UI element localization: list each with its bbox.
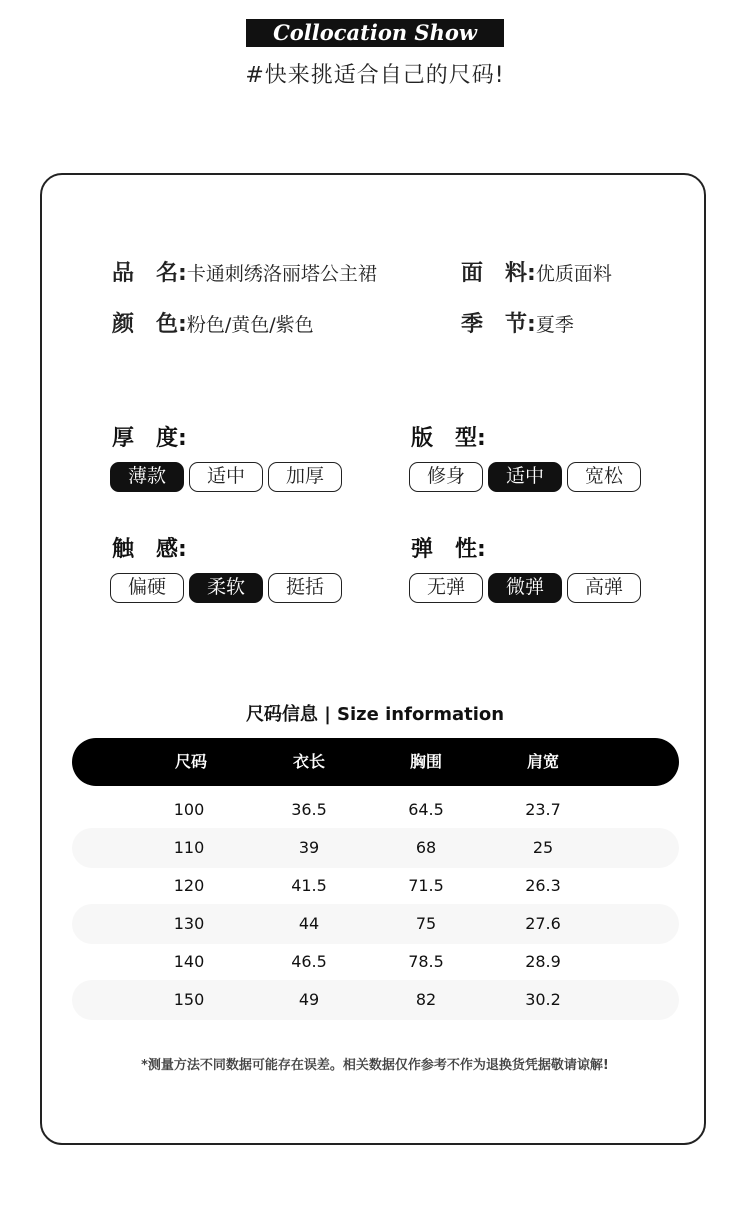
table-row — [72, 866, 679, 906]
fit-options — [409, 462, 641, 492]
info-name — [112, 256, 377, 287]
feel-option: 柔软 — [189, 573, 263, 603]
header-shoulder: 肩宽 — [526, 752, 560, 771]
cell-shoulder: 28.9 — [525, 952, 561, 971]
cell-bust: 82 — [415, 990, 437, 1009]
elastic-options — [409, 573, 641, 603]
cell-bust: 64.5 — [408, 800, 444, 819]
cell-size: 130 — [173, 914, 205, 933]
feel-option: 偏硬 — [110, 573, 184, 603]
feel-label: 触 感: — [112, 537, 187, 562]
thickness-options — [110, 462, 342, 492]
elastic-option: 无弹 — [409, 573, 483, 603]
feel-options — [110, 573, 342, 603]
fit-label: 版 型: — [411, 426, 486, 451]
size-table-header — [72, 738, 679, 786]
table-row — [72, 904, 679, 944]
cell-length: 44 — [298, 914, 320, 933]
elastic-option: 高弹 — [567, 573, 641, 603]
fit-option: 宽松 — [567, 462, 641, 492]
cell-size: 150 — [173, 990, 205, 1009]
cell-bust: 75 — [415, 914, 437, 933]
table-row — [72, 980, 679, 1020]
measurement-note: *测量方法不同数据可能存在误差。相关数据仅作参考不作为退换货凭据敬请谅解! — [141, 1058, 609, 1073]
cell-size: 140 — [173, 952, 205, 971]
cell-size: 100 — [173, 800, 205, 819]
cell-length: 49 — [298, 990, 320, 1009]
table-row — [72, 942, 679, 982]
size-table-title: 尺码信息 | Size information — [245, 704, 505, 725]
elastic-label: 弹 性: — [411, 537, 486, 562]
info-name-value: 卡通刺绣洛丽塔公主裙 — [186, 263, 377, 285]
cell-bust: 68 — [415, 838, 437, 857]
table-row — [72, 828, 679, 868]
fit-option: 修身 — [409, 462, 483, 492]
header-size: 尺码 — [174, 752, 208, 771]
cell-shoulder: 23.7 — [525, 800, 561, 819]
cell-shoulder: 25 — [532, 838, 554, 857]
cell-shoulder: 27.6 — [525, 914, 561, 933]
info-fabric-value: 优质面料 — [535, 263, 612, 285]
info-season — [461, 307, 574, 338]
page-subtitle: #快来挑适合自己的尺码! — [245, 63, 505, 88]
thickness-option: 加厚 — [268, 462, 342, 492]
cell-bust: 78.5 — [408, 952, 444, 971]
elastic-option: 微弹 — [488, 573, 562, 603]
info-name-label: 品 名: — [112, 261, 187, 286]
cell-size: 120 — [173, 876, 205, 895]
cell-shoulder: 26.3 — [525, 876, 561, 895]
cell-length: 39 — [298, 838, 320, 857]
cell-length: 36.5 — [291, 800, 327, 819]
info-fabric — [461, 256, 612, 287]
info-color-value: 粉色/黄色/紫色 — [186, 314, 314, 336]
info-color — [112, 307, 314, 338]
cell-shoulder: 30.2 — [525, 990, 561, 1009]
cell-length: 41.5 — [291, 876, 327, 895]
thickness-label: 厚 度: — [112, 426, 187, 451]
fit-option: 适中 — [488, 462, 562, 492]
thickness-option: 适中 — [189, 462, 263, 492]
table-row — [72, 790, 679, 830]
info-color-label: 颜 色: — [112, 312, 187, 337]
info-fabric-label: 面 料: — [461, 261, 536, 286]
feel-option: 挺括 — [268, 573, 342, 603]
cell-size: 110 — [173, 838, 205, 857]
cell-length: 46.5 — [291, 952, 327, 971]
info-season-label: 季 节: — [461, 312, 536, 337]
info-season-value: 夏季 — [535, 314, 574, 336]
thickness-option: 薄款 — [110, 462, 184, 492]
header-bust: 胸围 — [409, 752, 443, 771]
header-length: 衣长 — [292, 752, 326, 771]
cell-bust: 71.5 — [408, 876, 444, 895]
collocation-show-banner: Collocation Show — [246, 19, 504, 47]
